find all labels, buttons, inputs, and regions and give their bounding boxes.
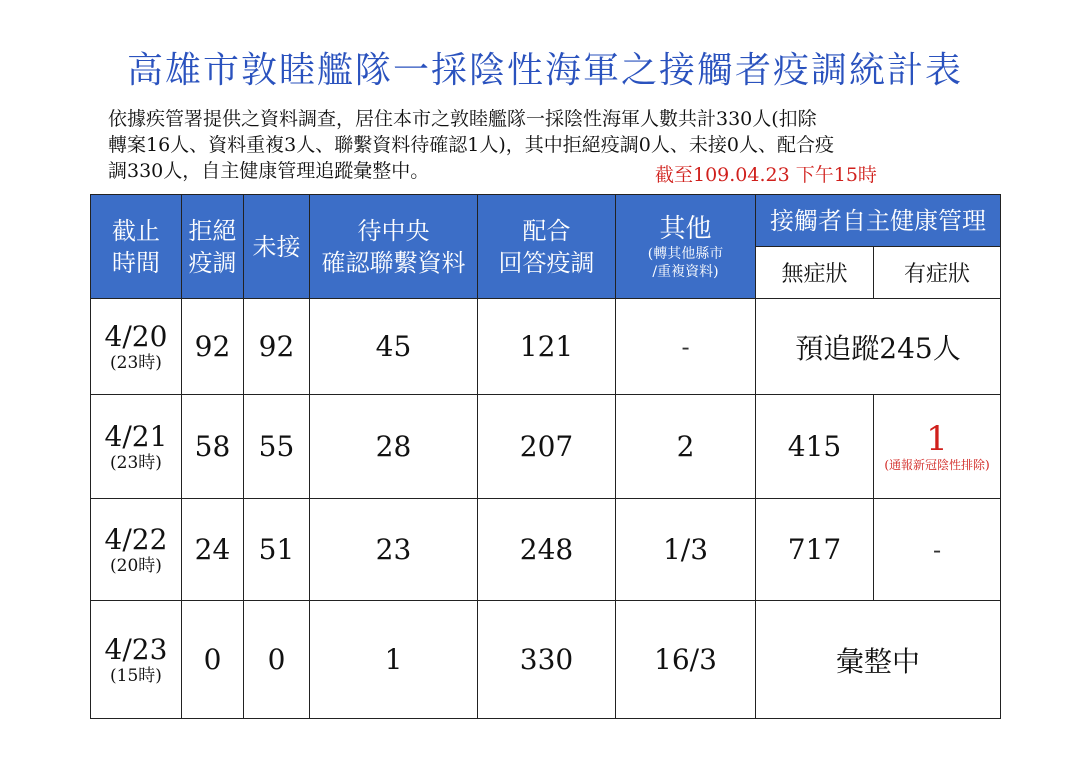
row-merged-status: 彙整中: [756, 601, 1001, 719]
row-cooperate: 330: [478, 601, 616, 719]
row-cooperate: 207: [478, 395, 616, 499]
row-cooperate: 121: [478, 299, 616, 395]
row-no-symptom: 415: [756, 395, 874, 499]
row-pending: 1: [310, 601, 478, 719]
header-cooperate: 配合 回答疫調: [478, 195, 616, 299]
row-pending: 28: [310, 395, 478, 499]
table-row: [91, 499, 1001, 601]
row-symptom: -: [874, 499, 1001, 601]
row-unreached: 92: [244, 299, 310, 395]
header-other: 其他 (轉其他縣市 /重複資料): [616, 195, 756, 299]
row-unreached: 0: [244, 601, 310, 719]
row-refuse: 24: [182, 499, 244, 601]
row-pending: 23: [310, 499, 478, 601]
header-refuse: 拒絕 疫調: [182, 195, 244, 299]
header-no-symptom: 無症狀: [756, 247, 874, 299]
header-self-management: 接觸者自主健康管理: [756, 195, 1001, 247]
contact-survey-table: [90, 194, 1001, 719]
row-no-symptom: 717: [756, 499, 874, 601]
table-row: [91, 395, 1001, 499]
row-other: 2: [616, 395, 756, 499]
row-symptom: 1 (通報新冠陰性排除): [874, 395, 1001, 499]
row-cooperate: 248: [478, 499, 616, 601]
row-date: 4/23 (15時): [91, 601, 182, 719]
table-row: [91, 299, 1001, 395]
row-refuse: 58: [182, 395, 244, 499]
as-of-timestamp: 截至109.04.23 下午15時: [655, 164, 877, 186]
row-refuse: 92: [182, 299, 244, 395]
row-unreached: 55: [244, 395, 310, 499]
page-title: 高雄市敦睦艦隊一採陰性海軍之接觸者疫調統計表: [126, 50, 963, 91]
header-unreached: 未接: [244, 195, 310, 299]
row-other: 1/3: [616, 499, 756, 601]
header-pending: 待中央 確認聯繫資料: [310, 195, 478, 299]
intro-line: 調330人，自主健康管理追蹤彙整中。: [108, 160, 430, 182]
row-merged-tracking: 預追蹤245人: [756, 299, 1001, 395]
intro-line: 轉案16人、資料重複3人、聯繫資料待確認1人)，其中拒絕疫調0人、未接0人、配合疫: [108, 134, 834, 156]
row-other: -: [616, 299, 756, 395]
row-date: 4/22 (20時): [91, 499, 182, 601]
row-date: 4/21 (23時): [91, 395, 182, 499]
intro-line: 依據疾管署提供之資料調查，居住本市之敦睦艦隊一採陰性海軍人數共計330人(扣除: [108, 108, 817, 130]
row-unreached: 51: [244, 499, 310, 601]
row-other: 16/3: [616, 601, 756, 719]
row-date: 4/20 (23時): [91, 299, 182, 395]
row-refuse: 0: [182, 601, 244, 719]
header-symptom: 有症狀: [874, 247, 1001, 299]
row-pending: 45: [310, 299, 478, 395]
table-row: [91, 601, 1001, 719]
header-time: 截止 時間: [91, 195, 182, 299]
